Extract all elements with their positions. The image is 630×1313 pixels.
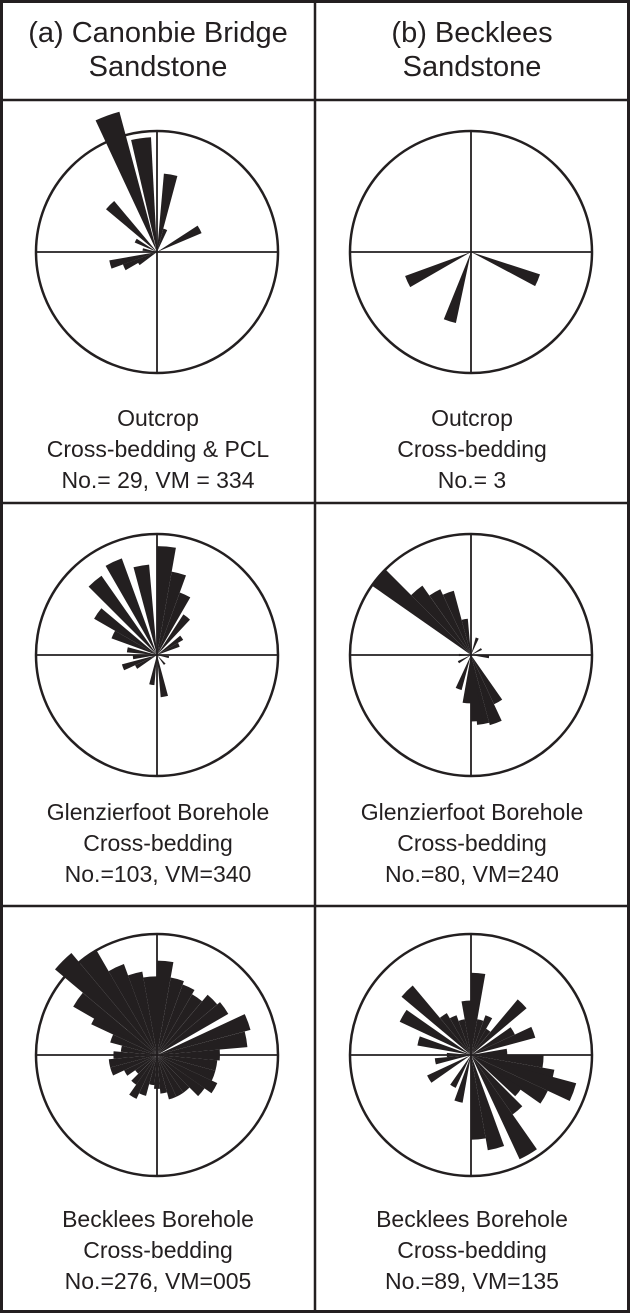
caption-line: No.=80, VM=240 xyxy=(385,861,559,887)
caption-outcrop-becklees xyxy=(315,403,629,496)
rose-outcrop-becklees xyxy=(350,131,592,373)
caption-line: No.= 3 xyxy=(437,467,507,493)
caption-line: Cross-bedding & PCL xyxy=(46,436,270,462)
column-header-a-line1: (a) Canonbie Bridge xyxy=(28,17,288,49)
caption-line: Cross-bedding xyxy=(397,436,547,462)
rose-petal xyxy=(471,252,540,286)
caption-line: Cross-bedding xyxy=(83,1237,233,1263)
rose-petal xyxy=(109,252,157,269)
caption-line: Glenzierfoot Borehole xyxy=(46,799,270,825)
caption-glenzierfoot-becklees xyxy=(315,797,629,890)
caption-line: Cross-bedding xyxy=(397,830,547,856)
rose-becklees-becklees xyxy=(350,934,592,1176)
column-header-b xyxy=(315,16,629,84)
caption-line: Becklees Borehole xyxy=(62,1206,254,1232)
caption-becklees-becklees xyxy=(315,1204,629,1297)
caption-glenzierfoot-canonbie xyxy=(1,797,315,890)
caption-line: Cross-bedding xyxy=(83,830,233,856)
rose-outcrop-canonbie xyxy=(36,112,278,373)
rose-glenzierfoot-canonbie xyxy=(36,534,278,776)
column-header-a-line2: Sandstone xyxy=(88,51,228,83)
caption-line: No.= 29, VM = 334 xyxy=(61,467,255,493)
caption-line: No.=103, VM=340 xyxy=(64,861,252,887)
caption-line: Glenzierfoot Borehole xyxy=(360,799,584,825)
caption-line: Cross-bedding xyxy=(397,1237,547,1263)
caption-line: No.=89, VM=135 xyxy=(385,1268,559,1294)
column-header-a xyxy=(1,16,315,84)
caption-line: Becklees Borehole xyxy=(376,1206,568,1232)
rose-glenzierfoot-becklees xyxy=(350,534,592,776)
column-header-b-line2: Sandstone xyxy=(402,51,542,83)
rose-petal xyxy=(471,655,489,658)
caption-outcrop-canonbie xyxy=(1,403,315,496)
rose-petal xyxy=(157,174,177,252)
figure-grid xyxy=(1,1,629,1312)
column-header-b-line1: (b) Becklees xyxy=(391,17,553,49)
rose-becklees-canonbie xyxy=(36,934,278,1176)
caption-becklees-canonbie xyxy=(1,1204,315,1297)
caption-line: No.=276, VM=005 xyxy=(64,1268,252,1294)
caption-line: Outcrop xyxy=(431,405,513,431)
caption-line: Outcrop xyxy=(117,405,199,431)
